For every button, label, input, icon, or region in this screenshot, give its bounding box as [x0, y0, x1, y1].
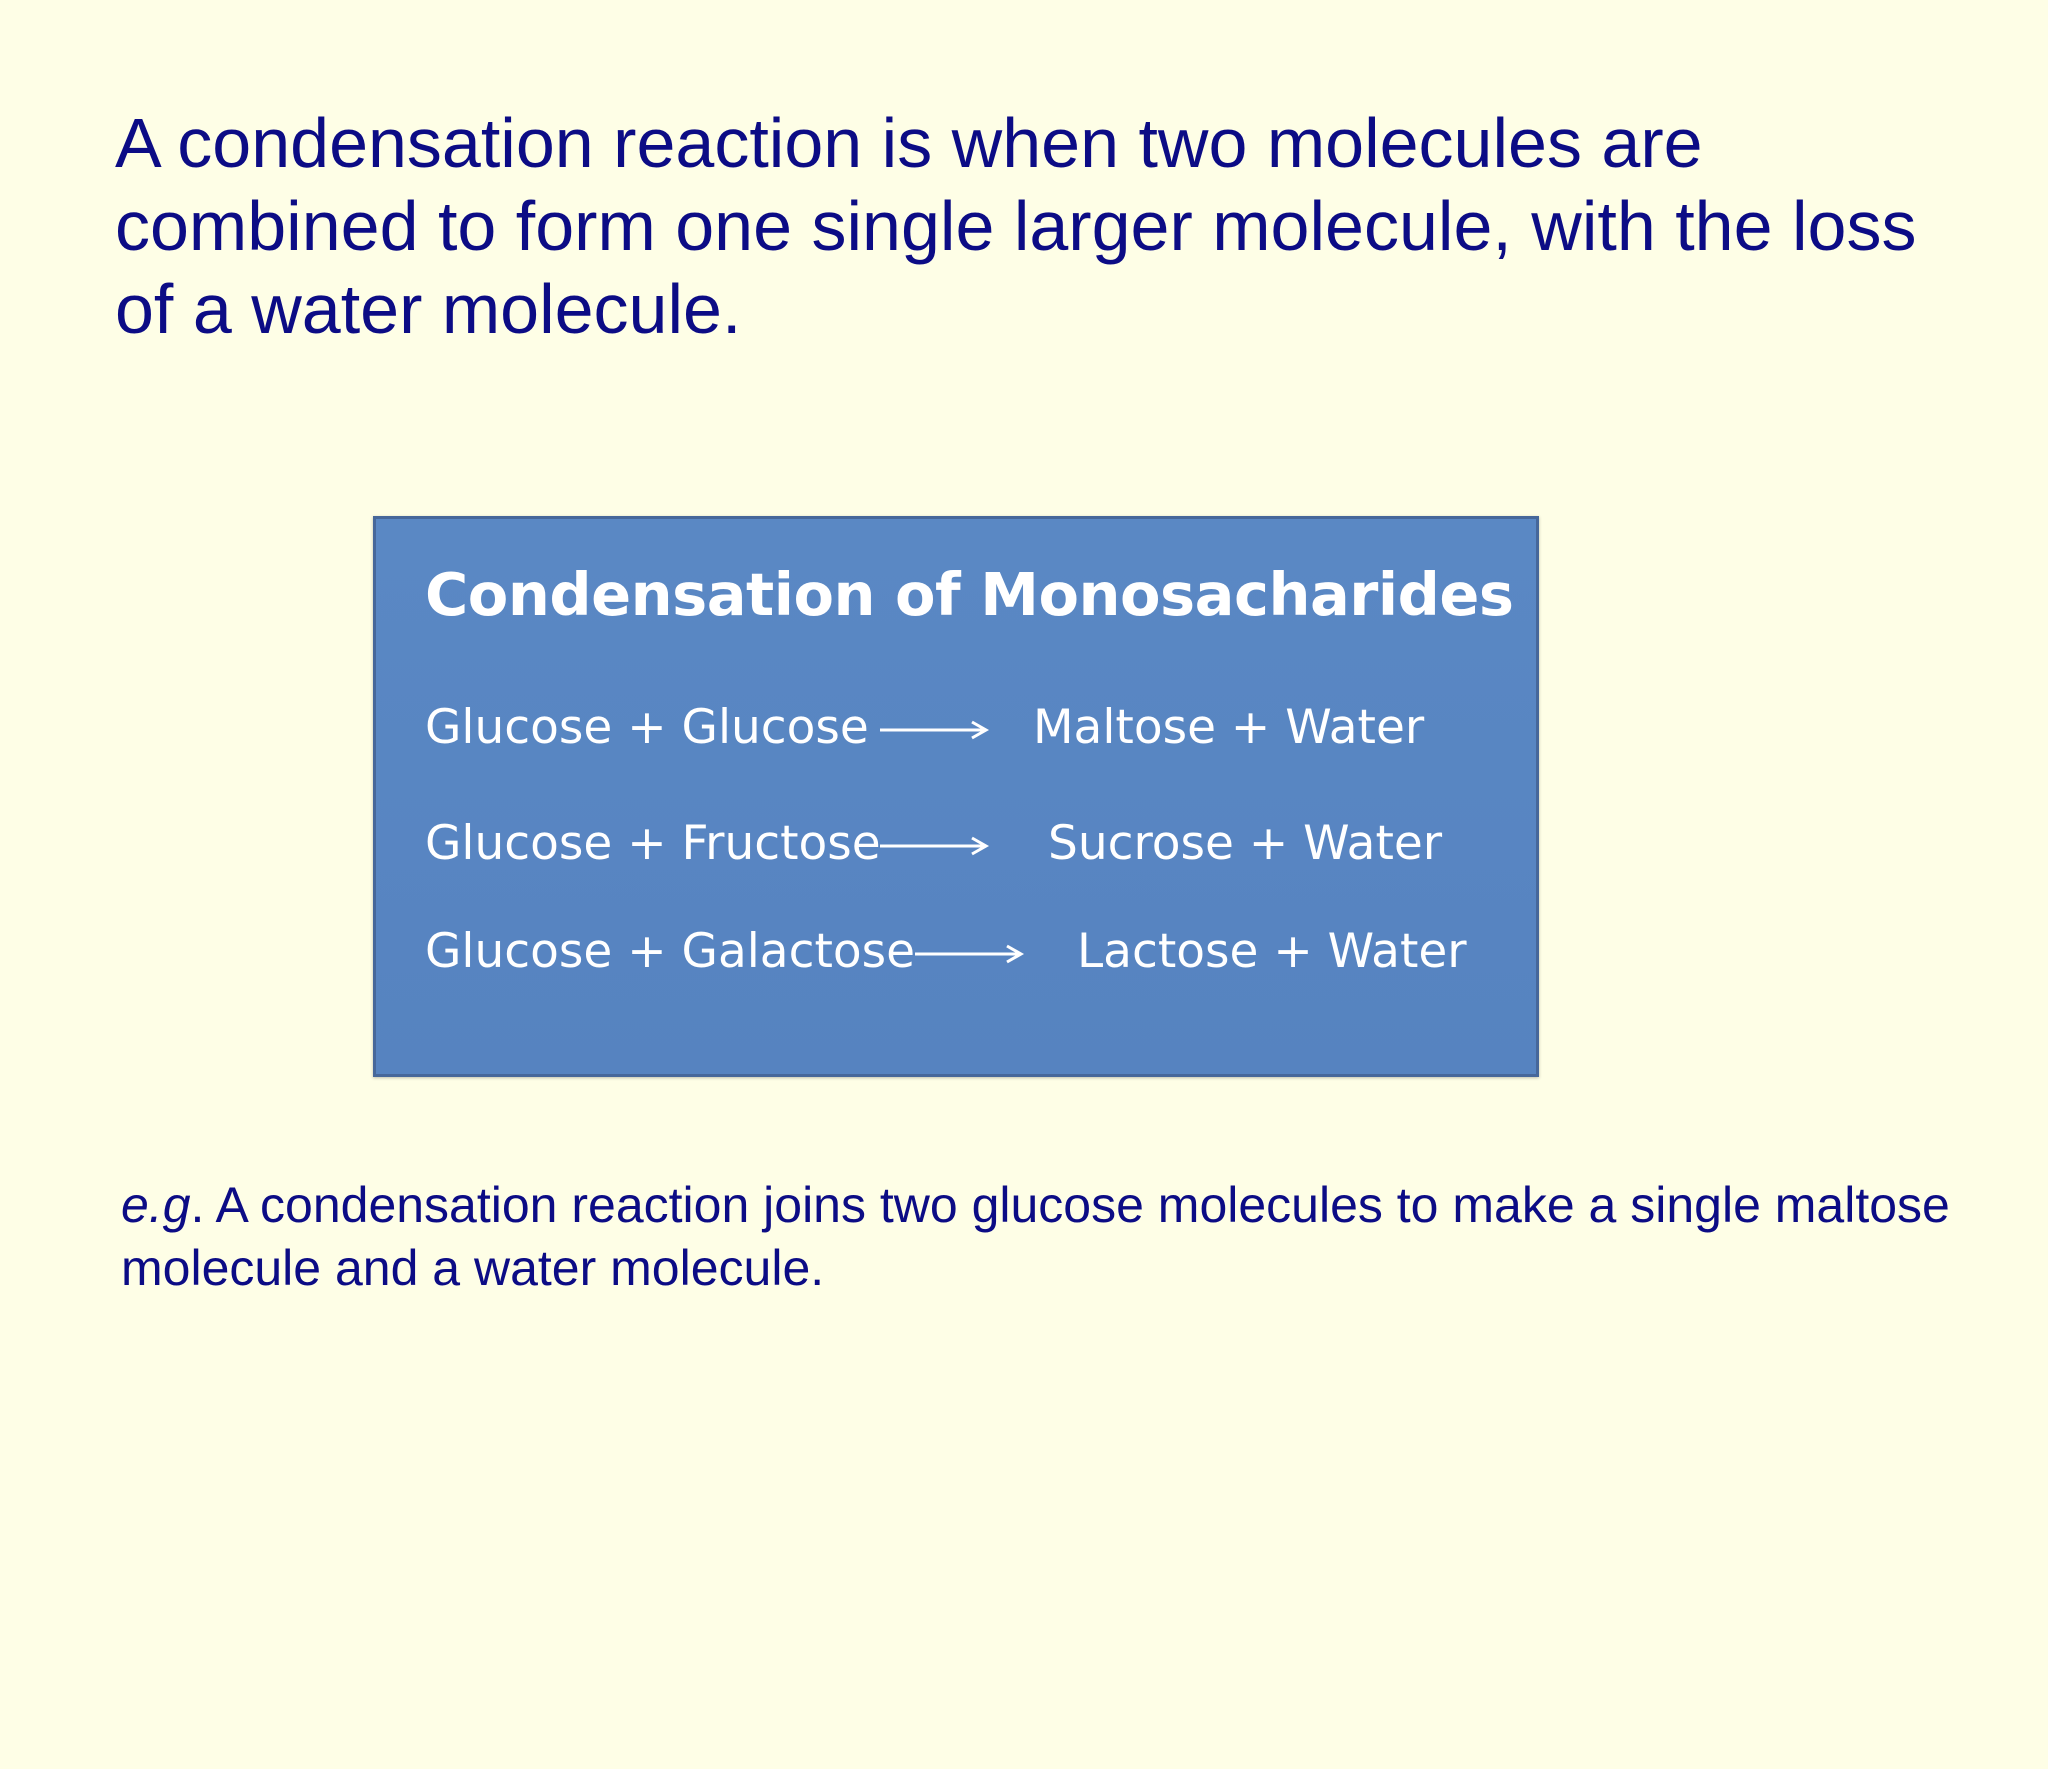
reaction-products: Maltose + Water — [1033, 700, 1425, 755]
reaction-products: Sucrose + Water — [1048, 816, 1443, 871]
reaction-reactants: Glucose + Galactose — [425, 924, 916, 979]
reaction-panel — [373, 516, 1539, 1077]
example-text — [121, 1174, 1951, 1300]
reaction-reactants: Glucose + Fructose — [425, 816, 881, 871]
right-arrow-icon — [915, 944, 1025, 964]
intro-text: A condensation reaction is when two molecules are combined to form one single larger molecule, with the loss of a water molecule. — [115, 104, 1917, 348]
reaction-reactants: Glucose + Glucose — [425, 700, 869, 755]
reaction-products: Lactose + Water — [1077, 924, 1467, 979]
panel-title: Condensation of Monosacharides — [425, 560, 1514, 629]
reaction-row — [425, 814, 1505, 874]
example-body: . A condensation reaction joins two glucose molecules to make a single maltose molecule and a water molecule. — [121, 1177, 1950, 1296]
reaction-row — [425, 922, 1505, 982]
right-arrow-icon — [880, 720, 990, 740]
right-arrow-icon — [880, 836, 990, 856]
reaction-row — [425, 698, 1505, 758]
example-prefix: e.g — [121, 1177, 191, 1233]
